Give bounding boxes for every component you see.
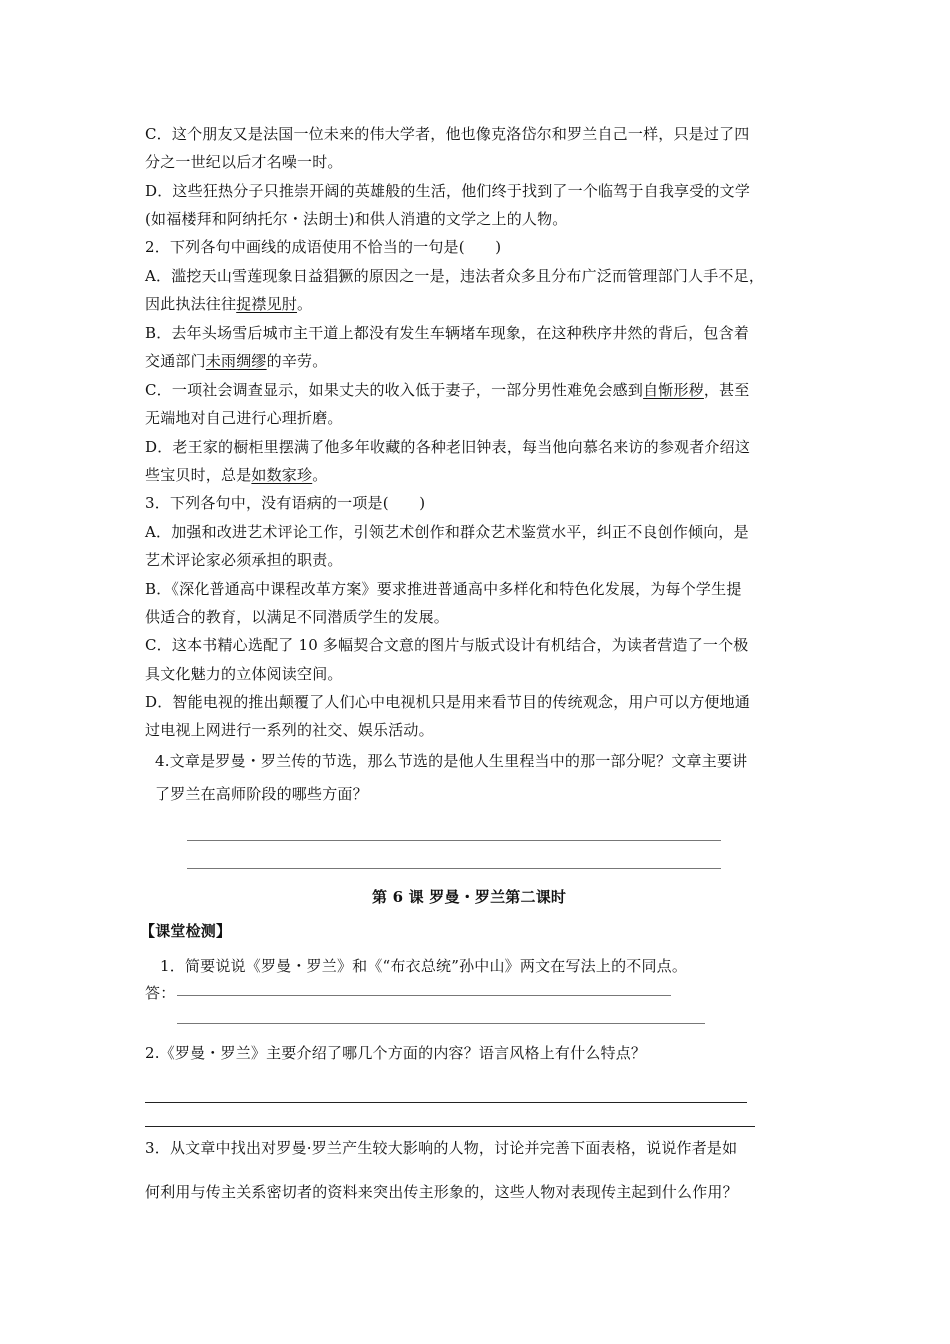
q2-option-d-line2 [145, 464, 327, 485]
q2-option-a-line1: A．滥挖天山雪莲现象日益猖獗的原因之一是，违法者众多且分布广泛而管理部门人手不足， [145, 267, 765, 285]
check-q3-line1: 3．从文章中找出对罗曼·罗兰产生较大影响的人物，讨论并完善下面表格，说说作者是如 [145, 1139, 738, 1157]
q4-line2: 了罗兰在高师阶段的哪些方面？ [155, 785, 368, 803]
q3-stem: 3．下列各句中，没有语病的一项是( ) [145, 494, 426, 512]
q4-line1: 4.文章是罗曼・罗兰传的节选，那么节选的是他人生里程当中的那一部分呢？文章主要讲 [155, 752, 748, 770]
section-heading: 【课堂检测】 [140, 922, 232, 940]
underlined-idiom: 捉襟见肘 [236, 295, 298, 313]
answer-line[interactable] [187, 868, 721, 869]
q3-option-c-line1: C．这本书精心选配了 10 多幅契合文意的图片与版式设计有机结合，为读者营造了一个极 [145, 636, 749, 654]
text-segment: 。 [312, 466, 328, 484]
lesson-title: 第 6 课 罗曼・罗兰第二课时 [372, 888, 567, 906]
check-q3-line2: 何利用与传主关系密切者的资料来突出传主形象的，这些人物对表现传主起到什么作用？ [145, 1183, 738, 1201]
q3-option-b-line2: 供适合的教育，以满足不同潜质学生的发展。 [145, 608, 450, 626]
answer-line[interactable] [187, 840, 721, 841]
q1-option-c-line1: C．这个朋友又是法国一位未来的伟大学者，他也像克洛岱尔和罗兰自己一样，只是过了四 [145, 125, 750, 143]
underlined-idiom: 自惭形秽 [643, 381, 704, 399]
answer-line[interactable] [145, 1102, 747, 1103]
answer-line[interactable] [177, 995, 671, 996]
q1-option-c-line2: 分之一世纪以后才名噪一时。 [145, 153, 343, 171]
answer-line[interactable] [145, 1126, 755, 1127]
q3-option-b-line1: B．《深化普通高中课程改革方案》要求推进普通高中多样化和特色化发展，为每个学生提 [145, 580, 742, 598]
text-segment: 的辛劳。 [266, 352, 328, 370]
answer-line[interactable] [177, 1023, 705, 1024]
q3-option-d-line2: 过电视上网进行一系列的社交、娱乐活动。 [145, 721, 434, 739]
text-segment: 交通部门 [145, 352, 206, 370]
text-segment: 因此执法往往 [145, 295, 237, 313]
text-segment: C．一项社会调查显示，如果丈夫的收入低于妻子，一部分男性难免会感到 [145, 381, 644, 399]
q3-option-a-line1: A．加强和改进艺术评论工作，引领艺术创作和群众艺术鉴赏水平，纠正不良创作倾向，是 [145, 523, 749, 541]
check-q2: 2.《罗曼・罗兰》主要介绍了哪几个方面的内容？语言风格上有什么特点？ [145, 1044, 647, 1062]
q3-option-c-line2: 具文化魅力的立体阅读空间。 [145, 665, 343, 683]
q2-option-c-line2: 无端地对自己进行心理折磨。 [145, 409, 343, 427]
q2-option-d-line1: D．老王家的橱柜里摆满了他多年收藏的各种老旧钟表，每当他向慕名来访的参观者介绍这 [145, 438, 751, 456]
check-q1: 1．简要说说《罗曼・罗兰》和《“布衣总统”孙中山》两文在写法上的不同点。 [160, 957, 688, 975]
q2-option-b-line1: B．去年头场雪后城市主干道上都没有发生车辆堵车现象，在这种秩序井然的背后，包含着 [145, 324, 750, 342]
text-segment: 些宝贝时，总是 [145, 466, 252, 484]
underlined-idiom: 如数家珍 [251, 466, 313, 484]
q2-option-c-line1 [145, 379, 750, 400]
text-segment: ，甚至 [703, 381, 750, 399]
q2-stem: 2．下列各句中画线的成语使用不恰当的一句是( ) [145, 238, 502, 256]
q2-option-a-line2 [145, 293, 312, 314]
q3-option-d-line1: D．智能电视的推出颠覆了人们心中电视机只是用来看节目的传统观念，用户可以方便地通 [145, 693, 751, 711]
q2-option-b-line2 [145, 350, 327, 371]
answer-label: 答： [145, 984, 176, 1002]
q3-option-a-line2: 艺术评论家必须承担的职责。 [145, 551, 343, 569]
q1-option-d-line2: (如福楼拜和阿纳托尔・法朗士)和供人消遣的文学之上的人物。 [145, 210, 568, 228]
underlined-idiom: 未雨绸缪 [205, 352, 267, 370]
text-segment: 。 [297, 295, 313, 313]
q1-option-d-line1: D．这些狂热分子只推崇开阔的英雄般的生活，他们终于找到了一个临驾于自我享受的文学 [145, 182, 751, 200]
